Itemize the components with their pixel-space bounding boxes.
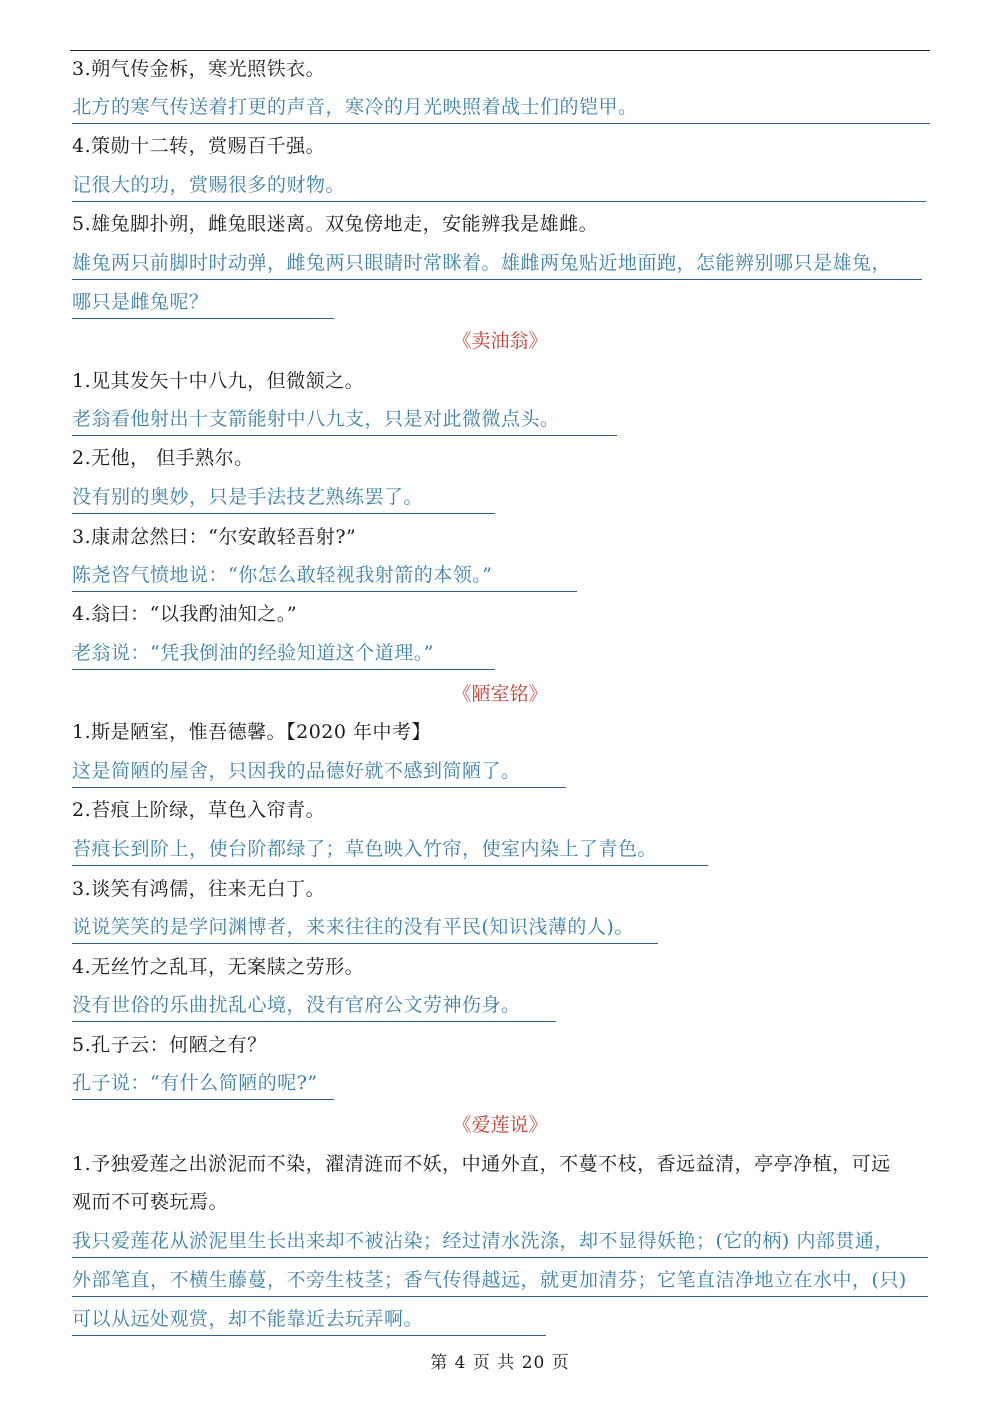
answer-text: 苔痕长到阶上，使台阶都绿了；草色映入竹帘，使室内染上了青色。 xyxy=(72,836,708,866)
answer-line xyxy=(72,94,932,124)
answer-text: 没有世俗的乐曲扰乱心境，没有官府公文劳神伤身。 xyxy=(72,992,556,1022)
question-line: 2.苔痕上阶绿，草色入帘青。 xyxy=(72,799,326,821)
answer-text: 陈尧咨气愤地说：“你怎么敢轻视我射箭的本领。” xyxy=(72,562,577,592)
answer-text: 孔子说：“有什么简陋的呢?” xyxy=(72,1070,334,1100)
section-title: 《爱莲说》 xyxy=(452,1114,548,1136)
question-line: 3.康肃忿然曰：“尔安敢轻吾射?” xyxy=(72,526,357,548)
answer-line xyxy=(72,1070,334,1100)
answer-line xyxy=(72,1228,928,1258)
question-line: 1.见其发矢十中八九，但微颔之。 xyxy=(72,370,365,392)
question-line: 4.无丝竹之乱耳，无案牍之劳形。 xyxy=(72,956,365,978)
answer-line xyxy=(72,250,922,280)
answer-text: 可以从远处观赏，却不能靠近去玩弄啊。 xyxy=(72,1306,546,1336)
answer-line xyxy=(72,406,617,436)
answer-line xyxy=(72,640,495,670)
page-footer: 第 4 页 共 20 页 xyxy=(430,1353,570,1373)
question-line: 3.朔气传金柝，寒光照铁衣。 xyxy=(72,58,326,80)
answer-text: 北方的寒气传送着打更的声音，寒冷的月光映照着战士们的铠甲。 xyxy=(72,94,930,124)
question-line: 观而不可亵玩焉。 xyxy=(72,1191,229,1213)
answer-line xyxy=(72,992,556,1022)
answer-text: 老翁看他射出十支箭能射中八九支，只是对此微微点头。 xyxy=(72,406,617,436)
answer-line xyxy=(72,914,658,944)
answer-text: 说说笑笑的是学问渊博者，来来往往的没有平民(知识浅薄的人)。 xyxy=(72,914,658,944)
answer-line xyxy=(72,562,577,592)
question-line: 1.斯是陋室，惟吾德馨。【2020 年中考】 xyxy=(72,721,432,743)
answer-text: 老翁说：“凭我倒油的经验知道这个道理。” xyxy=(72,640,495,670)
top-divider xyxy=(70,50,930,51)
answer-line xyxy=(72,484,495,514)
question-line: 1.予独爱莲之出淤泥而不染，濯清涟而不妖，中通外直，不蔓不枝，香远益清，亭亭净植，可远 xyxy=(72,1153,891,1175)
section-title: 《卖油翁》 xyxy=(452,330,548,352)
question-line: 3.谈笑有鸿儒，往来无白丁。 xyxy=(72,878,326,900)
section-title: 《陋室铭》 xyxy=(452,683,548,705)
answer-text: 雄兔两只前脚时时动弹，雌兔两只眼睛时常眯着。雄雌两兔贴近地面跑，怎能辨别哪只是雄兔， xyxy=(72,250,922,280)
answer-text: 哪只是雌兔呢？ xyxy=(72,289,334,319)
question-line: 4.策勋十二转，赏赐百千强。 xyxy=(72,135,326,157)
answer-text: 这是简陋的屋舍，只因我的品德好就不感到简陋了。 xyxy=(72,758,566,788)
answer-line xyxy=(72,1306,546,1336)
answer-line xyxy=(72,758,566,788)
answer-line xyxy=(72,172,926,202)
question-line: 5.雄兔脚扑朔，雌兔眼迷离。双兔傍地走，安能辨我是雄雌。 xyxy=(72,213,599,235)
question-line: 2.无他， 但手熟尔。 xyxy=(72,447,254,469)
answer-text: 记很大的功，赏赐很多的财物。 xyxy=(72,172,926,202)
answer-text: 我只爱莲花从淤泥里生长出来却不被沾染；经过清水洗涤，却不显得妖艳；(它的柄) 内部贯通， xyxy=(72,1228,928,1258)
answer-line xyxy=(72,289,334,319)
answer-text: 没有别的奥妙，只是手法技艺熟练罢了。 xyxy=(72,484,495,514)
answer-text: 外部笔直，不横生藤蔓，不旁生枝茎；香气传得越远，就更加清芬；它笔直洁净地立在水中，(只) xyxy=(72,1267,928,1297)
question-line: 5.孔子云：何陋之有？ xyxy=(72,1034,267,1056)
answer-line xyxy=(72,836,708,866)
question-line: 4.翁曰：“以我酌油知之。” xyxy=(72,603,298,625)
answer-line xyxy=(72,1267,928,1297)
